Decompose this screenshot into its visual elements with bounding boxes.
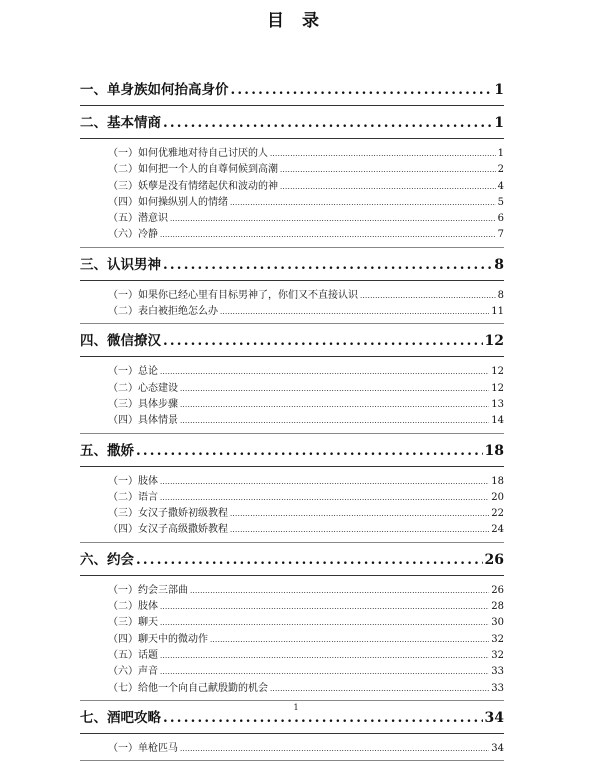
chapter-title: 五、撒娇: [80, 442, 134, 459]
dot-leader: [160, 368, 489, 376]
section-page-number: 34: [491, 742, 504, 754]
dot-leader: [160, 231, 496, 239]
section-page-number: 7: [497, 229, 504, 241]
dot-leader: [270, 685, 489, 693]
section-page-number: 8: [497, 289, 504, 301]
section-page-number: 32: [491, 633, 504, 645]
chapter-title: 七、酒吧攻略: [80, 709, 161, 726]
dot-leader: [160, 478, 489, 486]
dot-leader: [170, 215, 496, 223]
dot-leader: [210, 636, 489, 644]
section-page-number: 12: [491, 366, 504, 378]
section-page-number: 4: [497, 180, 504, 192]
section-title: （一）肢体: [108, 475, 158, 487]
toc-section-entry[interactable]: [80, 504, 504, 520]
section-page-number: 33: [491, 666, 504, 678]
section-title: （二）表白被拒绝怎么办: [108, 306, 218, 318]
toc-section-entry[interactable]: [80, 362, 504, 378]
dot-leader: [230, 199, 496, 207]
chapter-title: 三、认识男神: [80, 256, 161, 273]
section-title: （三）具体步骤: [108, 398, 178, 410]
section-divider: [80, 247, 504, 248]
chapter-page-number: 8: [494, 256, 504, 273]
section-page-number: 22: [491, 508, 504, 520]
toc-section-entry[interactable]: [80, 472, 504, 488]
section-title: （五）潜意识: [108, 213, 168, 225]
dot-leader: [230, 510, 489, 518]
section-page-number: 13: [491, 398, 504, 410]
dot-leader: [160, 494, 489, 502]
toc-section-entry[interactable]: [80, 662, 504, 678]
section-title: （二）心态建设: [108, 382, 178, 394]
chapter-divider: [80, 280, 504, 281]
section-page-number: 28: [491, 601, 504, 613]
table-of-contents: [80, 78, 504, 766]
section-divider: [80, 323, 504, 324]
toc-section-entry[interactable]: [80, 520, 504, 536]
toc-section-entry[interactable]: [80, 209, 504, 225]
section-page-number: 12: [491, 382, 504, 394]
section-page-number: 30: [491, 617, 504, 629]
section-title: （四）具体情景: [108, 415, 178, 427]
section-title: （五）话题: [108, 649, 158, 661]
chapter-divider: [80, 356, 504, 357]
toc-section-entry[interactable]: [80, 630, 504, 646]
dot-leader: [163, 333, 483, 349]
toc-section-entry[interactable]: [80, 193, 504, 209]
section-page-number: 18: [491, 475, 504, 487]
page-title: 目 录: [267, 11, 325, 31]
toc-section-entry[interactable]: [80, 395, 504, 411]
dot-leader: [160, 603, 489, 611]
toc-section-entry[interactable]: [80, 646, 504, 662]
dot-leader: [360, 292, 496, 300]
section-title: （七）给他一个向自己献殷勤的机会: [108, 682, 268, 694]
section-title: （二）肢体: [108, 601, 158, 613]
section-divider: [80, 542, 504, 543]
dot-leader: [180, 385, 489, 393]
dot-leader: [231, 82, 493, 98]
chapter-divider: [80, 105, 504, 106]
section-page-number: 33: [491, 682, 504, 694]
section-title: （四）聊天中的微动作: [108, 633, 208, 645]
toc-section-entry[interactable]: [80, 160, 504, 176]
toc-section-entry[interactable]: [80, 597, 504, 613]
section-title: （一）如何优雅地对待自己讨厌的人: [108, 148, 268, 159]
dot-leader: [280, 166, 496, 174]
chapter-divider: [80, 575, 504, 576]
toc-chapter-entry[interactable]: [80, 439, 504, 461]
dot-leader: [220, 308, 489, 316]
chapter-divider: [80, 733, 504, 734]
section-title: （一）总论: [108, 366, 158, 378]
dot-leader: [163, 710, 483, 726]
toc-section-entry[interactable]: [80, 302, 504, 318]
section-title: （一）单枪匹马: [108, 742, 178, 754]
dot-leader: [180, 417, 489, 425]
toc-chapter-entry[interactable]: [80, 111, 504, 133]
section-page-number: 5: [497, 196, 504, 208]
toc-chapter-entry[interactable]: [80, 253, 504, 275]
section-page-number: 11: [491, 306, 504, 318]
chapter-title: 四、微信撩汉: [80, 333, 161, 350]
chapter-divider: [80, 138, 504, 139]
toc-section-entry[interactable]: [80, 613, 504, 629]
section-title: （三）聊天: [108, 617, 158, 629]
section-title: （二）如何把一个人的自尊伺候到高潮: [108, 164, 278, 176]
toc-section-entry[interactable]: [80, 379, 504, 395]
section-title: （六）声音: [108, 666, 158, 678]
chapter-title: 一、单身族如何抬高身价: [80, 82, 229, 98]
section-title: （三）女汉子撒娇初级教程: [108, 508, 228, 520]
toc-section-entry[interactable]: [80, 177, 504, 193]
section-divider: [80, 760, 504, 761]
toc-chapter-entry[interactable]: [80, 78, 504, 100]
toc-section-entry[interactable]: [80, 411, 504, 427]
section-page-number: 26: [491, 584, 504, 596]
dot-leader: [280, 183, 496, 191]
section-title: （三）妖孽是没有情绪起伏和波动的神: [108, 180, 278, 192]
section-title: （二）语言: [108, 491, 158, 503]
section-page-number: 1: [497, 148, 504, 159]
chapter-title: 二、基本情商: [80, 115, 161, 131]
dot-leader: [180, 401, 489, 409]
dot-leader: [136, 443, 483, 459]
section-page-number: 2: [497, 164, 504, 176]
toc-section-entry[interactable]: [80, 739, 504, 755]
section-title: （一）约会三部曲: [108, 584, 188, 596]
toc-section-entry[interactable]: [80, 286, 504, 302]
dot-leader: [180, 745, 489, 753]
toc-chapter-entry[interactable]: [80, 548, 504, 570]
section-title: （四）如何操纵别人的情绪: [108, 196, 228, 208]
section-divider: [80, 433, 504, 434]
toc-section-entry[interactable]: [80, 679, 504, 695]
chapter-page-number: 18: [484, 442, 504, 459]
section-page-number: 32: [491, 649, 504, 661]
toc-section-entry[interactable]: [80, 144, 504, 160]
section-page-number: 14: [491, 415, 504, 427]
dot-leader: [136, 552, 483, 568]
chapter-title: 六、约会: [80, 551, 134, 568]
page-number: 1: [293, 703, 299, 712]
chapter-page-number: 1: [494, 82, 504, 98]
section-page-number: 20: [491, 491, 504, 503]
chapter-page-number: 12: [484, 333, 504, 350]
section-page-number: 6: [497, 213, 504, 225]
toc-section-entry[interactable]: [80, 488, 504, 504]
chapter-divider: [80, 466, 504, 467]
chapter-page-number: 34: [484, 709, 504, 726]
section-title: （一）如果你已经心里有目标男神了，你们又不直接认识: [108, 289, 358, 301]
dot-leader: [160, 652, 489, 660]
dot-leader: [160, 668, 489, 676]
toc-section-entry[interactable]: [80, 225, 504, 241]
chapter-page-number: 1: [494, 115, 504, 131]
section-title: （六）冷静: [108, 229, 158, 241]
dot-leader: [163, 257, 492, 273]
section-title: （四）女汉子高级撒娇教程: [108, 524, 228, 536]
dot-leader: [270, 150, 496, 158]
section-divider: [80, 700, 504, 701]
dot-leader: [230, 526, 489, 534]
dot-leader: [163, 115, 492, 131]
toc-section-entry[interactable]: [80, 581, 504, 597]
dot-leader: [160, 619, 489, 627]
dot-leader: [190, 587, 489, 595]
chapter-page-number: 26: [484, 551, 504, 568]
section-page-number: 24: [491, 524, 504, 536]
toc-chapter-entry[interactable]: [80, 329, 504, 351]
